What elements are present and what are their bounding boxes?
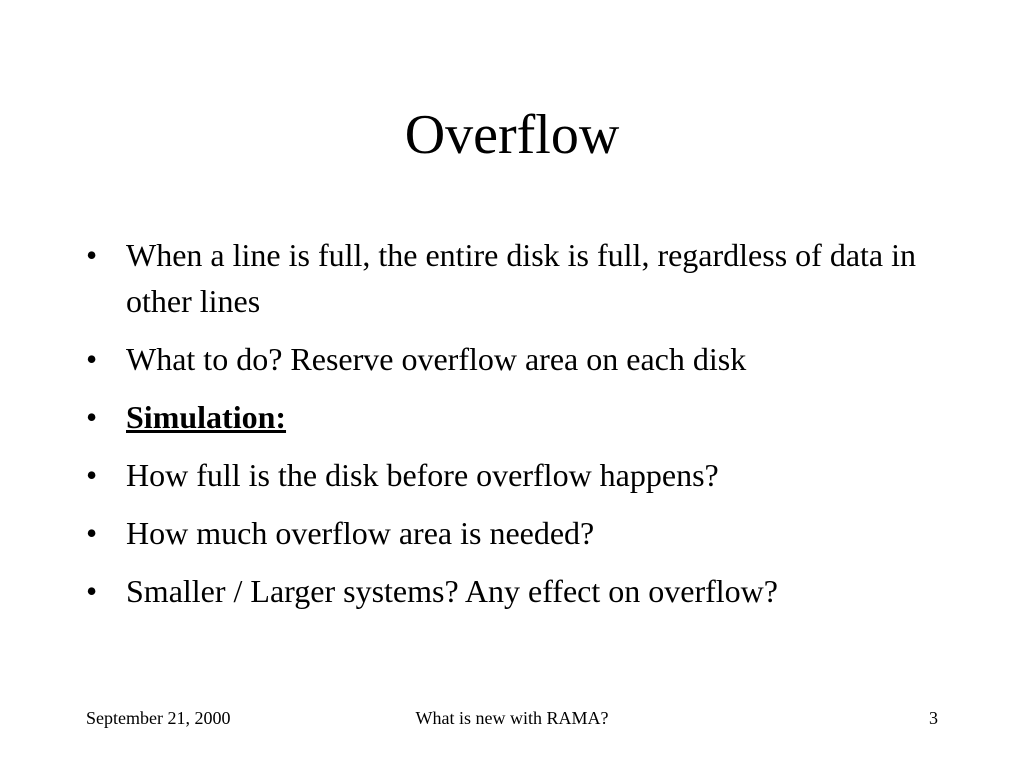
bullet-dot-icon: • [86,341,98,377]
footer-date: September 21, 2000 [86,708,231,728]
bullet-item [86,394,966,440]
bullet-item [86,232,966,324]
bullet-dot-icon: • [86,399,98,435]
bullet-dot-icon: • [86,515,98,551]
footer-title: What is new with RAMA? [415,708,609,728]
bullet-list [86,232,966,626]
bullet-text-simulation-heading: Simulation: [126,399,287,435]
bullet-dot-icon: • [86,573,98,609]
slide-title: Overflow [404,104,620,166]
bullet-dot-icon: • [86,457,98,493]
bullet-item [86,452,966,498]
bullet-text: When a line is full, the entire disk is full, regardless of data in other lines [126,237,916,319]
bullet-text: How much overflow area is needed? [126,515,595,551]
bullet-item [86,510,966,556]
footer-page-number: 3 [929,708,938,728]
bullet-item [86,568,966,614]
bullet-item [86,336,966,382]
bullet-text: What to do? Reserve overflow area on each disk [126,341,747,377]
bullet-dot-icon: • [86,237,98,273]
bullet-text: How full is the disk before overflow happens? [126,457,719,493]
bullet-text: Smaller / Larger systems? Any effect on overflow? [126,573,778,609]
